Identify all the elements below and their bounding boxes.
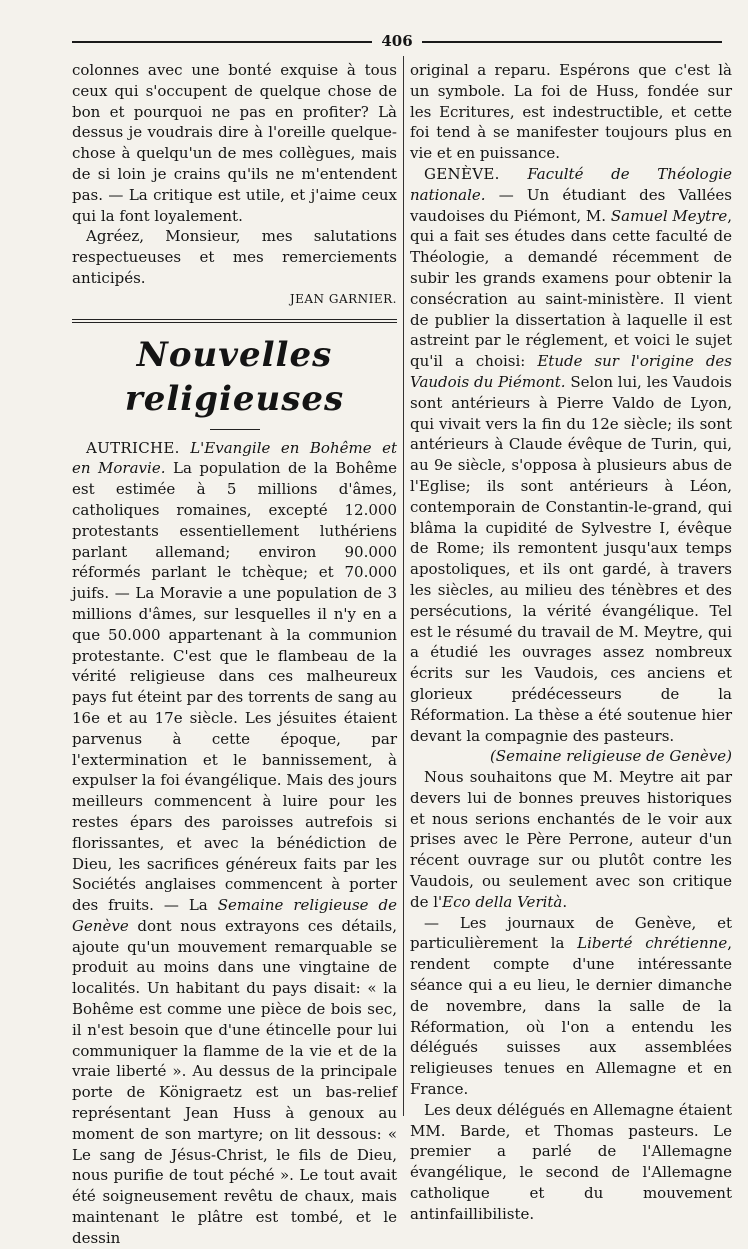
journaux-text-part-1: — Les journaux de Genève, et particulièrement la [410,913,732,953]
autriche-article [72,438,397,1249]
title-underline [210,429,260,430]
autriche-text-part-1: La population de la Bohême est estimée à 5 millions d'âmes, catholiques romaines, excepté 12.000 protestants essentiellement luthériens parlant allemand; environ 90.000 réformés parlant le tchèque; et 70.000 juifs. — La Moravie a une population de 3 millions d'âmes, sur lesquelles il n'y en a que 50.000 appartenant à la communion protestante. C'est que le flambeau de la vérité religieuse dans ces malheureux pays fut éteint par des torrents de sang au 16e et au 17e siècle. Les jésuites étaient parvenus à cette époque, par l'extermination et le bannissement, à expulser la foi évangélique. Mais des jours meilleurs commencent à luire pour les restes épars des paroisses autrefois si florissantes, et avec la bénédiction de Dieu, les sacrifices généreux faits par les Sociétés anglaises commencent à porter des fruits. — La [72,459,397,915]
journaux-source: Liberté chrétienne [577,934,728,953]
geneve-student-name: Samuel Meytre [610,206,728,225]
autriche-continuation: original a reparu. Espérons que c'est là un symbole. La foi de Huss, fondée sur les Ecritures, est indestructible, et cette foi tend à se manifester toujours plus en vie et en puissance. [410,61,732,163]
journaux-text-part-2: , rendent compte d'une intéressante séance qui a eu lieu, le dernier dimanche de novembre, dans la salle de la Réformation, où l'on a entendu les délégués suisses aux assemblées religieuses tenues en Allemagne et en France. [410,934,733,1099]
hope-paragraph [410,767,732,913]
geneve-text-part-1: — Un étudiant des Vallées vaudoises du Piémont, M. [410,185,732,225]
geneve-article [410,164,732,746]
autriche-subtitle: L'Evangile en Bohême et en Moravie. [72,438,397,478]
column-divider [403,56,404,1116]
right-column [410,60,732,1225]
geneve-text-part-3: Selon lui, les Vaudois sont antérieurs à Pierre Valdo de Lyon, qui vivait vers la fin du 12e siècle; ils sont antérieurs à Claude évêque de Turin, qui, au 9e siècle, s'opposa à plusieurs abus de l'Eglise; ils sont antérieurs à Léon, contemporain de Constantin-le-grand, qui blâma la cupidité de Sylvestre I, évêque de Rome; ils remontent jusqu'aux temps apostoliques, et ils ont gardé, à travers les siècles, au milieu des ténèbres et des persécutions, la vérité évangélique. Tel est le résumé du travail de M. Meytre, qui a étudié les ouvrages assez nombreux écrits sur les Vaudois, ces anciens et glorieux prédécesseurs de la Réformation. La thèse a été soutenue hier devant la compagnie des pasteurs. [410,372,732,745]
autriche-heading: AUTRICHE. [86,438,180,457]
geneve-heading: GENÈVE. [424,164,500,183]
geneve-thesis-title: Etude sur l'origine des Vaudois du Piémont. [410,352,732,391]
geneve-text-part-2: , qui a fait ses études dans cette faculté de Théologie, a demandé récemment de subir les grands examens pour obtenir la consécration au saint-ministère. Il vient de publier la dissertation à laquelle il est astreint par le réglement, et voici le sujet qu'il a choisi: [410,206,732,371]
hope-source: Eco della Verità [442,892,563,911]
letter-signature: JEAN GARNIER. [289,291,397,306]
letter-closing-paragraph: Agréez, Monsieur, mes salutations respectueuses et mes remerciements anticipés. [72,227,397,287]
geneve-source [410,746,732,767]
letter-intro-paragraph: colonnes avec une bonté exquise à tous ceux qui s'occupent de quelque chose de bon et pourquoi ne pas en profiter? Là dessus je voudrais dire à l'oreille quelque-chose à quelqu'un de mes collègues, mais de si loin je crains qu'ils ne m'entendent pas. — La critique est utile, et j'aime ceux qui la font loyalement. [72,61,397,225]
page-header [72,32,722,52]
hope-text-part-1: Nous souhaitons que M. Meytre ait par devers lui de bonnes preuves historiques et nous serions enchantés de le voir aux prises avec le Père Perrone, auteur d'un récent ouvrage sur ou plutôt contre les Vaudois, ou seulement avec son critique de l' [410,768,732,911]
autriche-text-part-2: dont nous extrayons ces détails, ajoute qu'un mouvement remarquable se produit au moins dans une vingtaine de localités. Un habitant du pays disait: « la Bohême est comme une pièce de bois sec, il n'est besoin que d'une étincelle pour lui communiquer la flamme de la vie et de la vraie liberté ». Au dessus de la principale porte de Königraetz est un bas-relief représentant Jean Huss à genoux au moment de son martyre; on lit dessous: « Le sang de Jésus-Christ, le fils de Dieu, nous purifie de tout péché ». Le tout avait été soigneusement revêtu de chaux, mais maintenant le plâtre est tombé, et le dessin [72,916,397,1247]
autriche-source: Semaine religieuse de Genève [72,896,398,935]
left-column [72,60,397,1249]
geneve-source-text: (Semaine religieuse de Genève) [489,747,732,766]
page-number: 406 [372,32,422,50]
journaux-paragraph [410,913,732,1100]
hope-text-part-2: . [562,892,568,911]
section-separator [72,319,397,323]
geneve-subtitle: Faculté de Théologie nationale. [410,164,732,204]
section-title: Nouvelles religieuses [124,334,345,419]
delegates-paragraph: Les deux délégués en Allemagne étaient MM. Barde, et Thomas pasteurs. Le premier a parlé de l'Allemagne évangélique, le second de l'Allemagne catholique et du mouvement antinfaillibiliste. [410,1100,732,1223]
